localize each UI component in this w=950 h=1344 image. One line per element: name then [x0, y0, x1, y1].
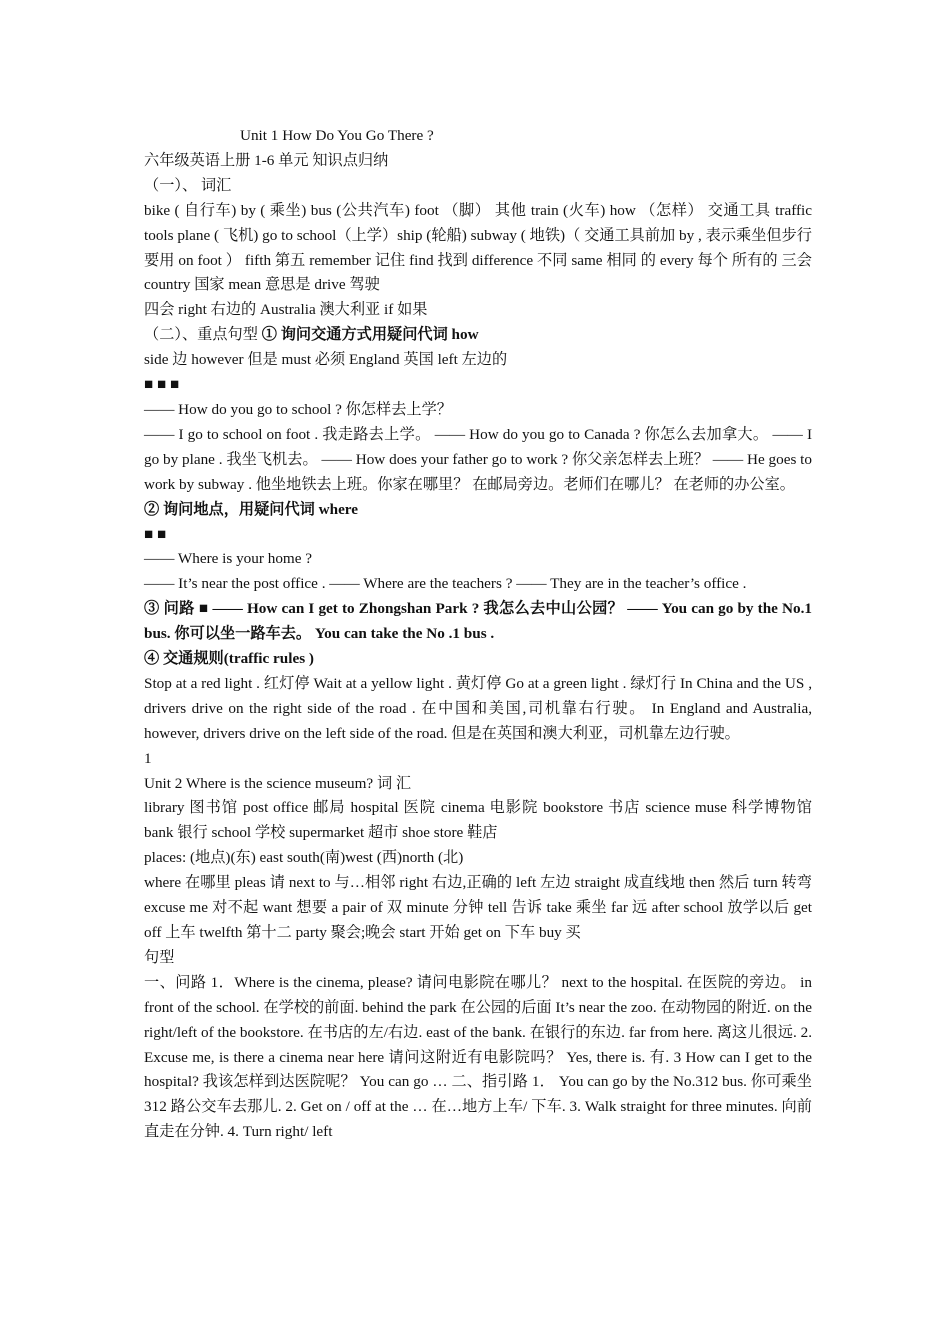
page-number: 1	[144, 749, 152, 767]
sentence-pattern-3: ③ 问路 ■ —— How can I get to Zhongshan Park ? 我怎么去中山公园？ —— You can go by the No.1 bus. 你可以坐一路车去。 You can take the No .1 bus .	[144, 600, 812, 643]
traffic-rules-text: Stop at a red light . 红灯停 Wait at a yellow light . 黄灯停 Go at a green light . 绿灯行 In China and the US , drivers drive on the right side of the road . 在中国和美国,司机靠右行驶。 In England and Australia, however, drivers drive on the left side of the road. 但是在英国和澳大利亚，司机靠左边行驶。	[144, 674, 812, 742]
unit1-vocabulary: bike ( 自行车) by ( 乘坐) bus (公共汽车) foot （脚） 其他 train (火车) how （怎样） 交通工具 traffic tools plane ( 飞机) go to school（上学）ship (轮船) subway ( 地铁)（ 交通工具前加 by , 表示乘坐但步行要用 on foot ） fifth 第五 remember 记住 find 找到 difference 不同 same 相同 的 every 每个 所有的 三会 country 国家 mean 意思是 drive 驾驶	[144, 201, 812, 294]
sentence-pattern-2-heading: ② 询问地点，用疑问代词 where	[144, 500, 359, 518]
section-sentences-heading	[144, 323, 812, 348]
sentence-pattern-1-heading: ① 询问交通方式用疑问代词 how	[261, 326, 479, 344]
unit1-vocabulary-four-skills: 四会 right 右边的 Australia 澳大利亚 if 如果	[144, 301, 428, 319]
document-heading: 六年级英语上册 1-6 单元 知识点归纳	[144, 151, 389, 169]
unit1-title: Unit 1 How Do You Go There ?	[240, 127, 434, 144]
placeholder-squares: ■ ■	[144, 525, 167, 543]
placeholder-squares: ■ ■ ■	[144, 376, 180, 394]
unit2-asking-directions: 一、问路 1．Where is the cinema, please? 请问电影院在哪儿？ next to the hospital. 在医院的旁边。 in front of the school. 在学校的前面. behind the park 在公园的后面 It’s near the zoo. 在动物园的附近. on the right/left of the bookstore. 在书店的左/右边. east of the bank. 在银行的东边. far from here. 离这儿很远. 2. Excuse me, is there a cinema near here 请问这附近有电影院吗？ Yes, there is. 有. 3 How can I get to the hospital? 我该怎样到达医院呢？ You can go … 二、指引路 1． You can go by the No.312 bus. 你可乘坐 312 路公交车去那儿. 2. Get on / off at the … 在…地方上车/ 下车. 3. Walk straight for three minutes. 向前直走在分钟. 4. Turn right/ left	[144, 973, 812, 1141]
unit2-vocabulary-extra: where 在哪里 pleas 请 next to 与…相邻 right 右边,正确的 left 左边 straight 成直线地 then 然后 turn 转弯 excuse me 对不起 want 想要 a pair of 双 minute 分钟 tell 告诉 take 乘坐 far 远 after school 放学以后 get off 上车 twelfth 第十二 party 聚会;晚会 start 开始 get on 下车 buy 买	[144, 874, 812, 941]
unit2-sentences-heading: 句型	[144, 948, 175, 966]
dialogue-block: —— I go to school on foot . 我走路去上学。 —— How do you go to Canada ? 你怎么去加拿大。 —— I go by plane . 我坐飞机去。 —— How does your father go to work ? 你父亲怎样去上班？ —— He goes to work by subway . 他坐地铁去上班。你家在哪里？ 在邮局旁边。老师们在哪儿？ 在老师的办公室。	[144, 425, 812, 493]
section-sentences-label: （二）、重点句型	[144, 326, 262, 344]
dialogue-line: —— Where is your home ?	[144, 550, 313, 568]
section-vocabulary-heading: （一）、 词汇	[144, 176, 232, 194]
sentence-pattern-4-heading: ④ 交通规则(traffic rules )	[144, 650, 314, 668]
dialogue-line: —— How do you go to school ? 你怎样去上学？	[144, 400, 452, 418]
unit1-vocabulary-extra: side 边 however 但是 must 必须 England 英国 left 左边的	[144, 351, 508, 369]
dialogue-block: —— It’s near the post office . —— Where are the teachers ? —— They are in the teacher’s office .	[144, 575, 747, 593]
unit2-title: Unit 2 Where is the science museum? 词 汇	[144, 774, 412, 792]
document-page	[144, 124, 812, 1145]
unit2-vocabulary: library 图书馆 post office 邮局 hospital 医院 cinema 电影院 bookstore 书店 science muse 科学博物馆 bank 银行 school 学校 supermarket 超市 shoe store 鞋店	[144, 799, 812, 842]
unit2-places: places: (地点)(东) east south(南)west (西)north (北)	[144, 849, 464, 867]
